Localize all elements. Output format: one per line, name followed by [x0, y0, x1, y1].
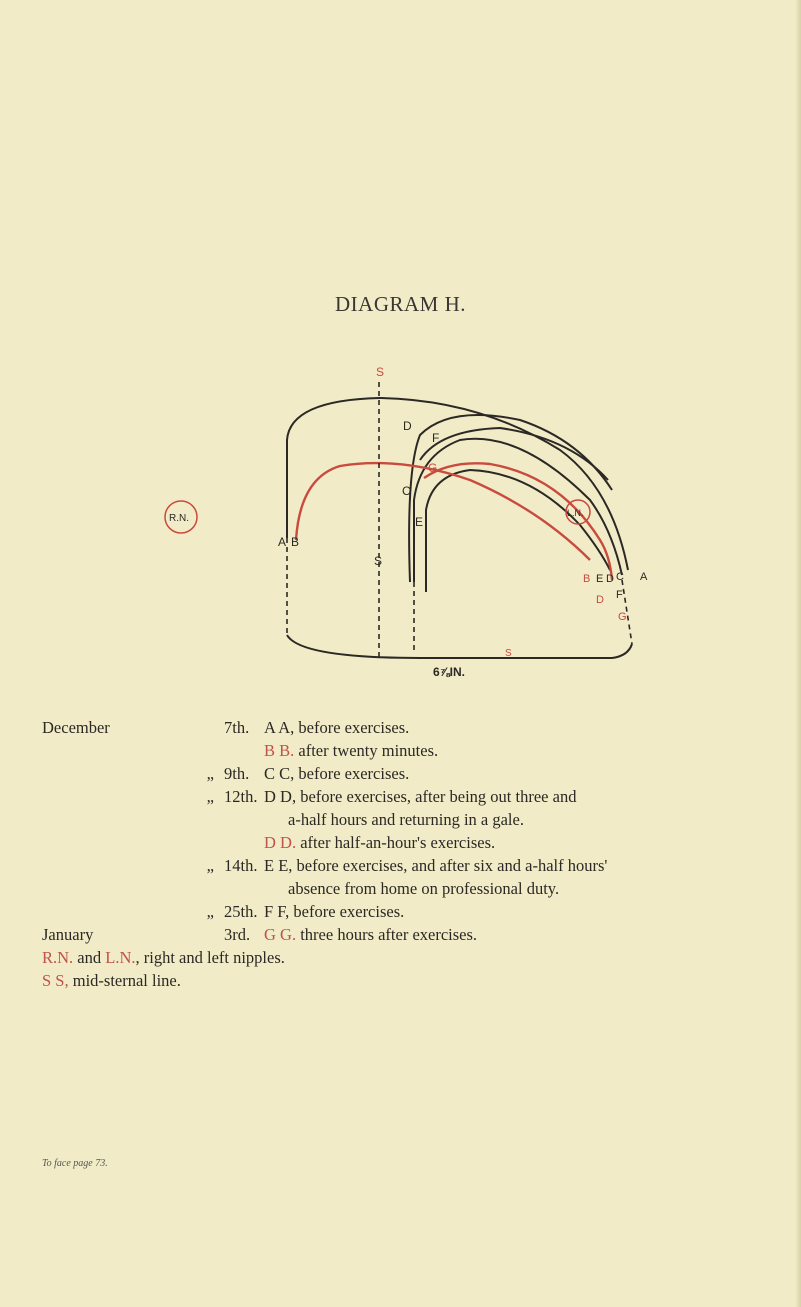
legend-cont: absence from home on professional duty.: [288, 879, 560, 898]
legend-row: [42, 877, 762, 900]
label-a-right: A: [640, 571, 648, 583]
legend-desc-red: S S,: [42, 971, 69, 990]
day: 25th.: [224, 902, 258, 921]
label-c: C: [402, 484, 411, 498]
curve-d: [409, 415, 612, 582]
label-f-top: F: [432, 431, 440, 445]
legend-row: [42, 900, 762, 923]
legend-row: [42, 923, 762, 946]
day: 12th.: [224, 787, 258, 806]
legend-desc: and: [73, 948, 106, 967]
legend-desc: F F, before exercises.: [264, 902, 405, 921]
legend-desc: , right and left nipples.: [135, 948, 285, 967]
legend-row: [42, 808, 762, 831]
label-b-left: B: [291, 535, 300, 549]
curve-b: [296, 463, 590, 560]
scale-label: 6⅞IN.: [433, 665, 466, 679]
month: [42, 854, 172, 877]
legend-row: [42, 762, 762, 785]
day: 14th.: [224, 856, 258, 875]
legend-desc: D D, before exercises, after being out three and: [264, 787, 577, 806]
month: December: [42, 718, 110, 737]
legend-row: [42, 946, 762, 969]
month: January: [42, 925, 94, 944]
legend-desc: E E, before exercises, and after six and a-half hours': [264, 856, 608, 875]
label-b-right: B: [583, 573, 591, 585]
ditto: „: [206, 764, 214, 783]
month: [42, 785, 172, 808]
curve-a: [287, 398, 628, 570]
ditto: [172, 716, 224, 739]
label-d-top: D: [403, 419, 412, 433]
legend-row: [42, 739, 762, 762]
label-d-right: D: [606, 573, 614, 585]
ditto: „: [206, 856, 214, 875]
legend-desc: three hours after exercises.: [296, 925, 478, 944]
footer-note: To face page 73.: [42, 1158, 108, 1169]
legend-row: [42, 716, 762, 739]
label-s-top: S: [376, 365, 385, 379]
legend-cont: a-half hours and returning in a gale.: [288, 810, 524, 829]
curve-c: [414, 439, 622, 582]
label-f-right: F: [616, 589, 623, 601]
label-g-right: G: [618, 611, 627, 623]
legend: [42, 716, 762, 992]
label-e-right: E: [596, 573, 604, 585]
label-rn: R.N.: [169, 513, 189, 524]
legend-desc-red: R.N.: [42, 948, 74, 967]
diagram-title: DIAGRAM H.: [335, 292, 466, 316]
label-s-bottom: S: [505, 648, 512, 659]
day: 3rd.: [224, 925, 251, 944]
ditto: [172, 923, 224, 946]
month: [42, 762, 172, 785]
legend-row: [42, 854, 762, 877]
legend-desc: C C, before exercises.: [264, 764, 410, 783]
legend-desc: mid-sternal line.: [68, 971, 181, 990]
legend-row: [42, 785, 762, 808]
legend-desc: after half-an-hour's exercises.: [296, 833, 496, 852]
ditto: „: [206, 902, 214, 921]
label-e: E: [415, 515, 424, 529]
label-a-left: A: [278, 535, 287, 549]
day: 7th.: [224, 718, 250, 737]
month: [42, 900, 172, 923]
legend-desc-red: L.N.: [105, 948, 136, 967]
chest-outline-diagram: [0, 360, 801, 680]
legend-desc: after twenty minutes.: [294, 741, 439, 760]
label-c-right: C: [616, 571, 624, 583]
label-d-lower: D: [596, 594, 604, 606]
legend-desc-red: D D.: [264, 833, 297, 852]
day: 9th.: [224, 764, 250, 783]
legend-row: [42, 831, 762, 854]
legend-desc: A A, before exercises.: [264, 718, 410, 737]
label-s-mid: S: [374, 554, 383, 568]
legend-desc-red: G G.: [264, 925, 297, 944]
legend-row: [42, 969, 762, 992]
label-ln: L.N.: [567, 508, 584, 518]
ditto: „: [206, 787, 214, 806]
legend-desc-red: B B.: [264, 741, 295, 760]
baseline: [287, 635, 632, 658]
label-g: G: [428, 461, 438, 475]
